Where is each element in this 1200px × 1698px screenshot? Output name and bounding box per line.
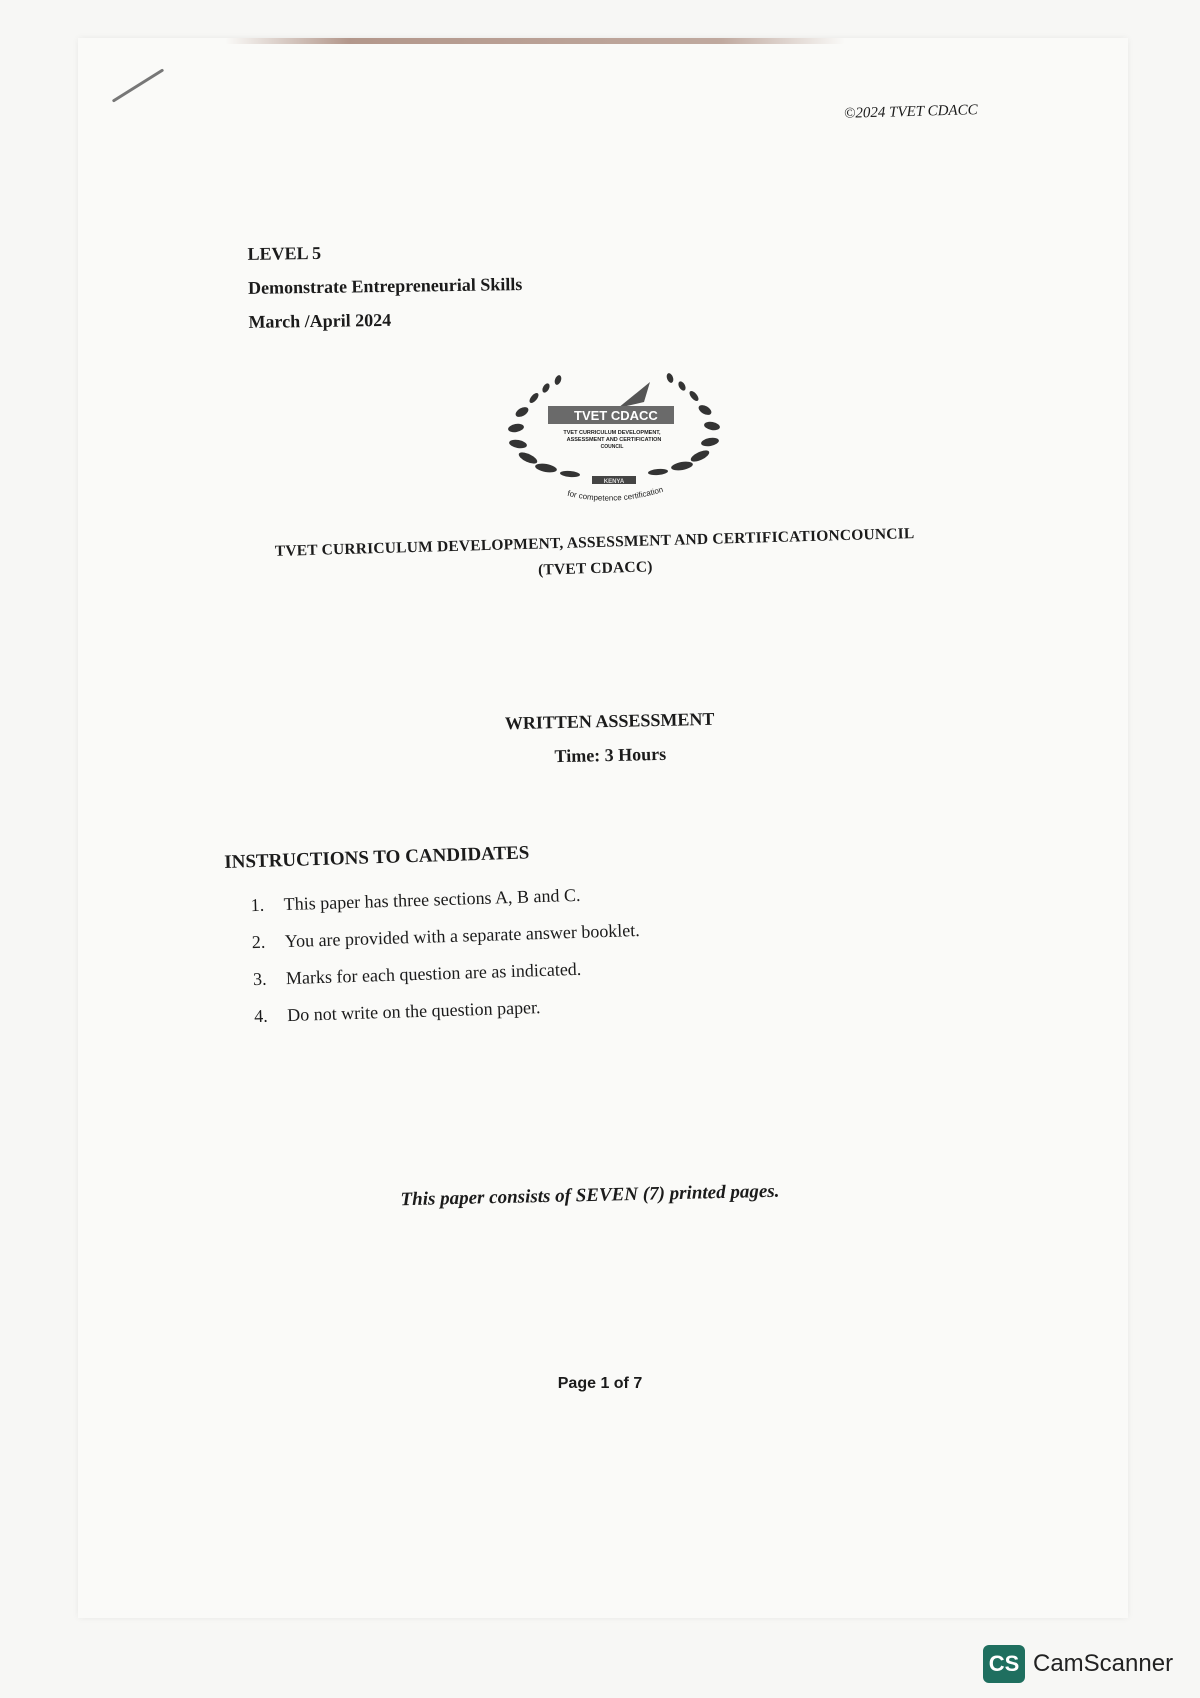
instructions-heading: INSTRUCTIONS TO CANDIDATES — [224, 842, 530, 873]
instruction-number: 4. — [253, 1005, 268, 1027]
logo-kenya-text: KENYA — [603, 479, 625, 485]
assessment-title: WRITTEN ASSESSMENT — [504, 708, 715, 734]
tvet-cdacc-logo — [500, 368, 730, 518]
camscanner-logo-icon: CS — [983, 1645, 1025, 1683]
assessment-block — [479, 701, 740, 774]
logo-text-main: TVET CDACC — [574, 408, 658, 423]
instruction-text: This paper has three sections A, B and C. — [283, 884, 581, 915]
council-name: TVET CURRICULUM DEVELOPMENT, ASSESSMENT AND CERTIFICATIONCOUNCIL — [274, 525, 915, 560]
logo-council-line-1: TVET CURRICULUM DEVELOPMENT, — [563, 430, 661, 436]
assessment-time: Time: 3 Hours — [554, 743, 667, 767]
scan-edge-shadow — [225, 38, 845, 44]
logo-council-line-2: ASSESSMENT AND CERTIFICATION — [566, 437, 662, 443]
instructions-section — [224, 833, 829, 1036]
page-number: Page 1 of 7 — [557, 1375, 643, 1392]
svg-text:for competence certification — [567, 485, 665, 503]
instruction-number: 2. — [251, 931, 266, 953]
logo-council-line-3: COUNCIL — [600, 444, 624, 450]
exam-header — [247, 233, 523, 339]
camscanner-watermark — [983, 1643, 1173, 1685]
logo-motto: for competence certification — [566, 484, 665, 503]
council-abbreviation: (TVET CDACC) — [537, 558, 653, 579]
pages-note: This paper consists of SEVEN (7) printed pages. — [400, 1180, 780, 1211]
instruction-number: 3. — [252, 968, 267, 990]
unit-title: Demonstrate Entrepreneurial Skills — [247, 274, 523, 298]
level-label: LEVEL 5 — [247, 242, 322, 264]
copyright-notice: ©2024 TVET CDACC — [844, 102, 979, 122]
instruction-text: You are provided with a separate answer booklet. — [284, 919, 641, 952]
camscanner-name: CamScanner — [1033, 1650, 1174, 1677]
instruction-text: Do not write on the question paper. — [286, 997, 541, 1026]
instructions-list — [225, 869, 829, 1036]
instruction-text: Marks for each question are as indicated. — [285, 958, 582, 989]
instruction-number: 1. — [250, 894, 265, 916]
exam-session: March /April 2024 — [248, 309, 392, 332]
